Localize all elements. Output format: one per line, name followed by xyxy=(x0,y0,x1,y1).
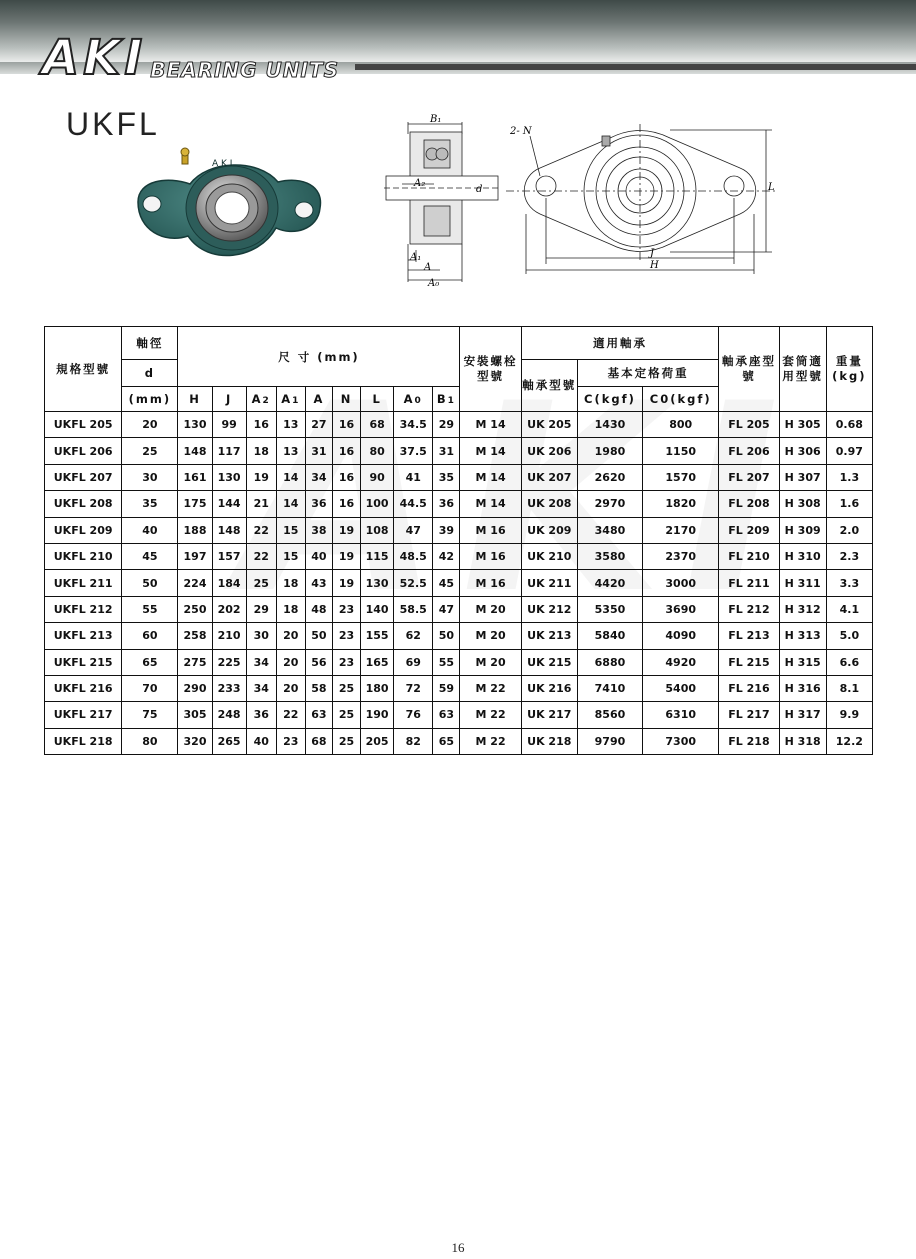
table-cell: 800 xyxy=(643,412,719,438)
dim-col-l: L xyxy=(361,387,394,412)
table-cell: UK 213 xyxy=(521,623,577,649)
label-b1: B₁ xyxy=(430,114,442,125)
table-cell: 23 xyxy=(332,623,360,649)
table-cell: 205 xyxy=(361,728,394,754)
label-j: J xyxy=(650,248,655,259)
table-cell: 63 xyxy=(433,702,460,728)
header-bore-unit: (mm) xyxy=(122,387,178,412)
table-cell: 29 xyxy=(433,412,460,438)
table-cell: UKFL 218 xyxy=(45,728,122,754)
table-cell: UKFL 213 xyxy=(45,623,122,649)
table-cell: 35 xyxy=(122,491,178,517)
table-row xyxy=(45,649,873,675)
table-cell: UK 215 xyxy=(521,649,577,675)
table-cell: 5400 xyxy=(643,675,719,701)
table-cell: 148 xyxy=(212,517,246,543)
table-cell: 20 xyxy=(276,675,305,701)
table-cell: 3.3 xyxy=(826,570,872,596)
table-cell: 14 xyxy=(276,464,305,490)
table-cell: 155 xyxy=(361,623,394,649)
table-cell: 6310 xyxy=(643,702,719,728)
table-cell: 15 xyxy=(276,517,305,543)
dim-col-j: J xyxy=(212,387,246,412)
table-cell: UKFL 216 xyxy=(45,675,122,701)
table-cell: 18 xyxy=(246,438,276,464)
logo-subtitle: BEARING UNITS xyxy=(150,58,340,82)
table-cell: 45 xyxy=(122,543,178,569)
table-cell: 18 xyxy=(276,570,305,596)
table-cell: 42 xyxy=(433,543,460,569)
table-cell: 50 xyxy=(122,570,178,596)
table-cell: H 310 xyxy=(779,543,826,569)
table-cell: 60 xyxy=(122,623,178,649)
table-cell: 190 xyxy=(361,702,394,728)
table-cell: 175 xyxy=(178,491,212,517)
table-cell: 20 xyxy=(276,623,305,649)
dim-col-a1: A1 xyxy=(276,387,305,412)
table-cell: 31 xyxy=(305,438,332,464)
table-cell: 40 xyxy=(305,543,332,569)
table-cell: FL 212 xyxy=(719,596,779,622)
table-cell: 100 xyxy=(361,491,394,517)
table-cell: 72 xyxy=(394,675,433,701)
table-cell: H 312 xyxy=(779,596,826,622)
table-cell: M 14 xyxy=(460,464,521,490)
label-d: d xyxy=(476,184,483,195)
front-view-drawing xyxy=(500,118,780,278)
table-cell: UK 208 xyxy=(521,491,577,517)
spec-table xyxy=(44,326,873,755)
table-cell: UK 216 xyxy=(521,675,577,701)
table-cell: UK 206 xyxy=(521,438,577,464)
table-cell: 1430 xyxy=(577,412,642,438)
table-cell: UK 212 xyxy=(521,596,577,622)
table-cell: 58.5 xyxy=(394,596,433,622)
table-cell: 13 xyxy=(276,412,305,438)
table-cell: 2970 xyxy=(577,491,642,517)
table-cell: 35 xyxy=(433,464,460,490)
photo-casting-text: A K I xyxy=(212,159,233,169)
table-cell: 16 xyxy=(332,491,360,517)
table-cell: 1150 xyxy=(643,438,719,464)
table-cell: 56 xyxy=(305,649,332,675)
table-cell: 290 xyxy=(178,675,212,701)
table-cell: 47 xyxy=(394,517,433,543)
dim-col-n: N xyxy=(332,387,360,412)
table-cell: 115 xyxy=(361,543,394,569)
table-cell: FL 211 xyxy=(719,570,779,596)
header-c: C(kgf) xyxy=(577,387,642,412)
table-cell: 90 xyxy=(361,464,394,490)
table-cell: H 306 xyxy=(779,438,826,464)
table-cell: 68 xyxy=(305,728,332,754)
label-a: A xyxy=(424,262,432,273)
table-cell: UK 210 xyxy=(521,543,577,569)
table-cell: 52.5 xyxy=(394,570,433,596)
table-cell: 30 xyxy=(122,464,178,490)
table-cell: 225 xyxy=(212,649,246,675)
table-cell: M 16 xyxy=(460,517,521,543)
table-row xyxy=(45,464,873,490)
table-cell: 34.5 xyxy=(394,412,433,438)
table-cell: 25 xyxy=(332,675,360,701)
table-cell: 34 xyxy=(305,464,332,490)
table-cell: 188 xyxy=(178,517,212,543)
table-cell: M 22 xyxy=(460,702,521,728)
table-cell: 2.0 xyxy=(826,517,872,543)
table-cell: 117 xyxy=(212,438,246,464)
table-cell: 12.2 xyxy=(826,728,872,754)
dim-col-a0: A0 xyxy=(394,387,433,412)
table-cell: 29 xyxy=(246,596,276,622)
table-cell: 22 xyxy=(276,702,305,728)
table-row xyxy=(45,491,873,517)
table-cell: 41 xyxy=(394,464,433,490)
table-cell: 55 xyxy=(122,596,178,622)
table-cell: 48.5 xyxy=(394,543,433,569)
table-cell: 25 xyxy=(332,702,360,728)
table-cell: 6880 xyxy=(577,649,642,675)
table-cell: 59 xyxy=(433,675,460,701)
table-cell: M 20 xyxy=(460,596,521,622)
table-cell: UKFL 217 xyxy=(45,702,122,728)
table-cell: 48 xyxy=(305,596,332,622)
dim-col-b1: B1 xyxy=(433,387,460,412)
header-sleeve: 套筒適用型號 xyxy=(779,327,826,412)
table-cell: 30 xyxy=(246,623,276,649)
table-cell: UKFL 211 xyxy=(45,570,122,596)
table-cell: 55 xyxy=(433,649,460,675)
table-cell: 43 xyxy=(305,570,332,596)
brand-logo xyxy=(42,22,340,86)
table-cell: 19 xyxy=(332,517,360,543)
table-cell: 275 xyxy=(178,649,212,675)
table-cell: 39 xyxy=(433,517,460,543)
table-cell: 157 xyxy=(212,543,246,569)
table-cell: UK 207 xyxy=(521,464,577,490)
table-cell: 0.97 xyxy=(826,438,872,464)
table-cell: 16 xyxy=(332,464,360,490)
table-cell: 210 xyxy=(212,623,246,649)
table-cell: 47 xyxy=(433,596,460,622)
table-cell: 3690 xyxy=(643,596,719,622)
table-cell: H 318 xyxy=(779,728,826,754)
table-cell: 23 xyxy=(276,728,305,754)
table-cell: 20 xyxy=(276,649,305,675)
table-cell: M 14 xyxy=(460,412,521,438)
table-cell: H 307 xyxy=(779,464,826,490)
table-cell: 7410 xyxy=(577,675,642,701)
label-n: 2- N xyxy=(510,126,532,137)
table-cell: 184 xyxy=(212,570,246,596)
table-cell: 265 xyxy=(212,728,246,754)
table-cell: 258 xyxy=(178,623,212,649)
table-cell: 9790 xyxy=(577,728,642,754)
table-cell: FL 209 xyxy=(719,517,779,543)
table-row xyxy=(45,728,873,754)
table-cell: H 311 xyxy=(779,570,826,596)
label-a2: A₂ xyxy=(414,178,426,189)
table-cell: 21 xyxy=(246,491,276,517)
table-cell: 36 xyxy=(305,491,332,517)
header-housing: 軸承座型號 xyxy=(719,327,779,412)
table-cell: 45 xyxy=(433,570,460,596)
table-cell: UKFL 208 xyxy=(45,491,122,517)
table-cell: 197 xyxy=(178,543,212,569)
table-cell: 2620 xyxy=(577,464,642,490)
table-cell: 25 xyxy=(122,438,178,464)
table-cell: 224 xyxy=(178,570,212,596)
table-cell: H 316 xyxy=(779,675,826,701)
table-cell: 62 xyxy=(394,623,433,649)
table-cell: 130 xyxy=(178,412,212,438)
table-cell: 40 xyxy=(122,517,178,543)
label-l: L xyxy=(768,182,775,193)
table-cell: 4420 xyxy=(577,570,642,596)
table-cell: 19 xyxy=(246,464,276,490)
table-cell: 180 xyxy=(361,675,394,701)
table-cell: 63 xyxy=(305,702,332,728)
table-cell: 16 xyxy=(246,412,276,438)
side-section-drawing xyxy=(380,110,500,290)
logo-main: AKI xyxy=(42,30,147,86)
table-cell: 23 xyxy=(332,596,360,622)
table-cell: 1.3 xyxy=(826,464,872,490)
table-cell: 8.1 xyxy=(826,675,872,701)
table-cell: 25 xyxy=(332,728,360,754)
table-row xyxy=(45,543,873,569)
table-row xyxy=(45,412,873,438)
label-h: H xyxy=(650,260,659,271)
table-cell: 19 xyxy=(332,543,360,569)
table-cell: 202 xyxy=(212,596,246,622)
table-cell: 40 xyxy=(246,728,276,754)
table-cell: 140 xyxy=(361,596,394,622)
table-cell: 3000 xyxy=(643,570,719,596)
table-row xyxy=(45,702,873,728)
table-cell: 233 xyxy=(212,675,246,701)
table-cell: M 14 xyxy=(460,491,521,517)
header-applicable-bearing: 適用軸承 xyxy=(521,327,719,360)
table-cell: UK 217 xyxy=(521,702,577,728)
table-cell: UKFL 210 xyxy=(45,543,122,569)
table-cell: M 22 xyxy=(460,675,521,701)
header-bore-symbol: d xyxy=(122,360,178,387)
table-cell: 5.0 xyxy=(826,623,872,649)
table-cell: 44.5 xyxy=(394,491,433,517)
table-cell: 34 xyxy=(246,649,276,675)
table-cell: UK 209 xyxy=(521,517,577,543)
table-cell: H 308 xyxy=(779,491,826,517)
table-cell: 34 xyxy=(246,675,276,701)
table-cell: 2370 xyxy=(643,543,719,569)
table-cell: 37.5 xyxy=(394,438,433,464)
table-cell: 13 xyxy=(276,438,305,464)
table-cell: H 309 xyxy=(779,517,826,543)
table-cell: 70 xyxy=(122,675,178,701)
table-cell: 16 xyxy=(332,412,360,438)
table-cell: UKFL 209 xyxy=(45,517,122,543)
table-cell: UKFL 215 xyxy=(45,649,122,675)
table-cell: 305 xyxy=(178,702,212,728)
table-cell: UKFL 212 xyxy=(45,596,122,622)
table-cell: 1.6 xyxy=(826,491,872,517)
table-cell: 36 xyxy=(246,702,276,728)
table-cell: 4090 xyxy=(643,623,719,649)
table-cell: 3580 xyxy=(577,543,642,569)
table-cell: FL 215 xyxy=(719,649,779,675)
table-row xyxy=(45,596,873,622)
header-dimensions: 尺 寸 (mm) xyxy=(178,327,460,387)
header-c0: C0(kgf) xyxy=(643,387,719,412)
table-cell: UK 211 xyxy=(521,570,577,596)
table-cell: 248 xyxy=(212,702,246,728)
table-row xyxy=(45,517,873,543)
table-cell: H 313 xyxy=(779,623,826,649)
table-cell: 38 xyxy=(305,517,332,543)
table-cell: UKFL 206 xyxy=(45,438,122,464)
table-cell: 2170 xyxy=(643,517,719,543)
table-row xyxy=(45,570,873,596)
table-cell: 2.3 xyxy=(826,543,872,569)
table-cell: 3480 xyxy=(577,517,642,543)
table-cell: H 317 xyxy=(779,702,826,728)
bearing-unit-photo xyxy=(128,140,328,274)
table-cell: FL 207 xyxy=(719,464,779,490)
table-cell: 22 xyxy=(246,543,276,569)
table-cell: 130 xyxy=(212,464,246,490)
table-cell: 68 xyxy=(361,412,394,438)
table-cell: 130 xyxy=(361,570,394,596)
header-weight: 重量(kg) xyxy=(826,327,872,412)
table-cell: 16 xyxy=(332,438,360,464)
table-cell: FL 216 xyxy=(719,675,779,701)
table-cell: UKFL 205 xyxy=(45,412,122,438)
table-cell: 165 xyxy=(361,649,394,675)
table-cell: 65 xyxy=(122,649,178,675)
table-cell: FL 217 xyxy=(719,702,779,728)
dim-col-a: A xyxy=(305,387,332,412)
header-bearing-model: 軸承型號 xyxy=(521,360,577,412)
table-cell: 27 xyxy=(305,412,332,438)
header-load-rating: 基本定格荷重 xyxy=(577,360,719,387)
header-rule-dark xyxy=(355,64,916,70)
table-cell: 108 xyxy=(361,517,394,543)
table-cell: M 16 xyxy=(460,570,521,596)
table-cell: 36 xyxy=(433,491,460,517)
label-a1: A₁ xyxy=(410,252,422,263)
table-cell: 15 xyxy=(276,543,305,569)
table-cell: M 20 xyxy=(460,623,521,649)
table-cell: UK 218 xyxy=(521,728,577,754)
table-cell: 80 xyxy=(361,438,394,464)
table-cell: 144 xyxy=(212,491,246,517)
table-cell: 0.68 xyxy=(826,412,872,438)
table-cell: FL 206 xyxy=(719,438,779,464)
table-cell: 69 xyxy=(394,649,433,675)
table-cell: 76 xyxy=(394,702,433,728)
table-cell: H 315 xyxy=(779,649,826,675)
table-cell: 161 xyxy=(178,464,212,490)
table-cell: UKFL 207 xyxy=(45,464,122,490)
table-cell: FL 213 xyxy=(719,623,779,649)
model-title: UKFL xyxy=(66,106,160,142)
table-cell: 4920 xyxy=(643,649,719,675)
table-cell: 23 xyxy=(332,649,360,675)
table-cell: 31 xyxy=(433,438,460,464)
table-cell: 58 xyxy=(305,675,332,701)
table-cell: 7300 xyxy=(643,728,719,754)
table-cell: FL 205 xyxy=(719,412,779,438)
table-cell: M 22 xyxy=(460,728,521,754)
table-cell: FL 218 xyxy=(719,728,779,754)
table-cell: 6.6 xyxy=(826,649,872,675)
dim-col-h: H xyxy=(178,387,212,412)
table-cell: 65 xyxy=(433,728,460,754)
table-cell: 1980 xyxy=(577,438,642,464)
header-bolt: 安裝螺栓型號 xyxy=(460,327,521,412)
table-cell: M 20 xyxy=(460,649,521,675)
table-cell: FL 208 xyxy=(719,491,779,517)
table-cell: H 305 xyxy=(779,412,826,438)
label-a0: A₀ xyxy=(428,278,440,289)
table-cell: 320 xyxy=(178,728,212,754)
table-cell: M 14 xyxy=(460,438,521,464)
table-cell: 75 xyxy=(122,702,178,728)
table-row xyxy=(45,623,873,649)
table-cell: 82 xyxy=(394,728,433,754)
table-cell: FL 210 xyxy=(719,543,779,569)
page-number: 16 xyxy=(451,1240,465,1255)
table-cell: 14 xyxy=(276,491,305,517)
table-cell: 5350 xyxy=(577,596,642,622)
table-cell: 25 xyxy=(246,570,276,596)
table-row xyxy=(45,438,873,464)
table-cell: 5840 xyxy=(577,623,642,649)
table-cell: 148 xyxy=(178,438,212,464)
table-cell: 19 xyxy=(332,570,360,596)
table-cell: 250 xyxy=(178,596,212,622)
table-cell: 50 xyxy=(433,623,460,649)
dim-col-a2: A2 xyxy=(246,387,276,412)
table-cell: 50 xyxy=(305,623,332,649)
table-cell: 80 xyxy=(122,728,178,754)
header-model: 規格型號 xyxy=(45,327,122,412)
table-cell: 9.9 xyxy=(826,702,872,728)
table-cell: 99 xyxy=(212,412,246,438)
table-cell: 1570 xyxy=(643,464,719,490)
table-cell: UK 205 xyxy=(521,412,577,438)
table-cell: 20 xyxy=(122,412,178,438)
table-cell: 22 xyxy=(246,517,276,543)
table-cell: 18 xyxy=(276,596,305,622)
table-cell: 8560 xyxy=(577,702,642,728)
table-cell: 1820 xyxy=(643,491,719,517)
table-cell: M 16 xyxy=(460,543,521,569)
table-row xyxy=(45,675,873,701)
spec-table-body xyxy=(45,412,873,755)
table-cell: 4.1 xyxy=(826,596,872,622)
header-bore: 軸徑 xyxy=(122,327,178,360)
